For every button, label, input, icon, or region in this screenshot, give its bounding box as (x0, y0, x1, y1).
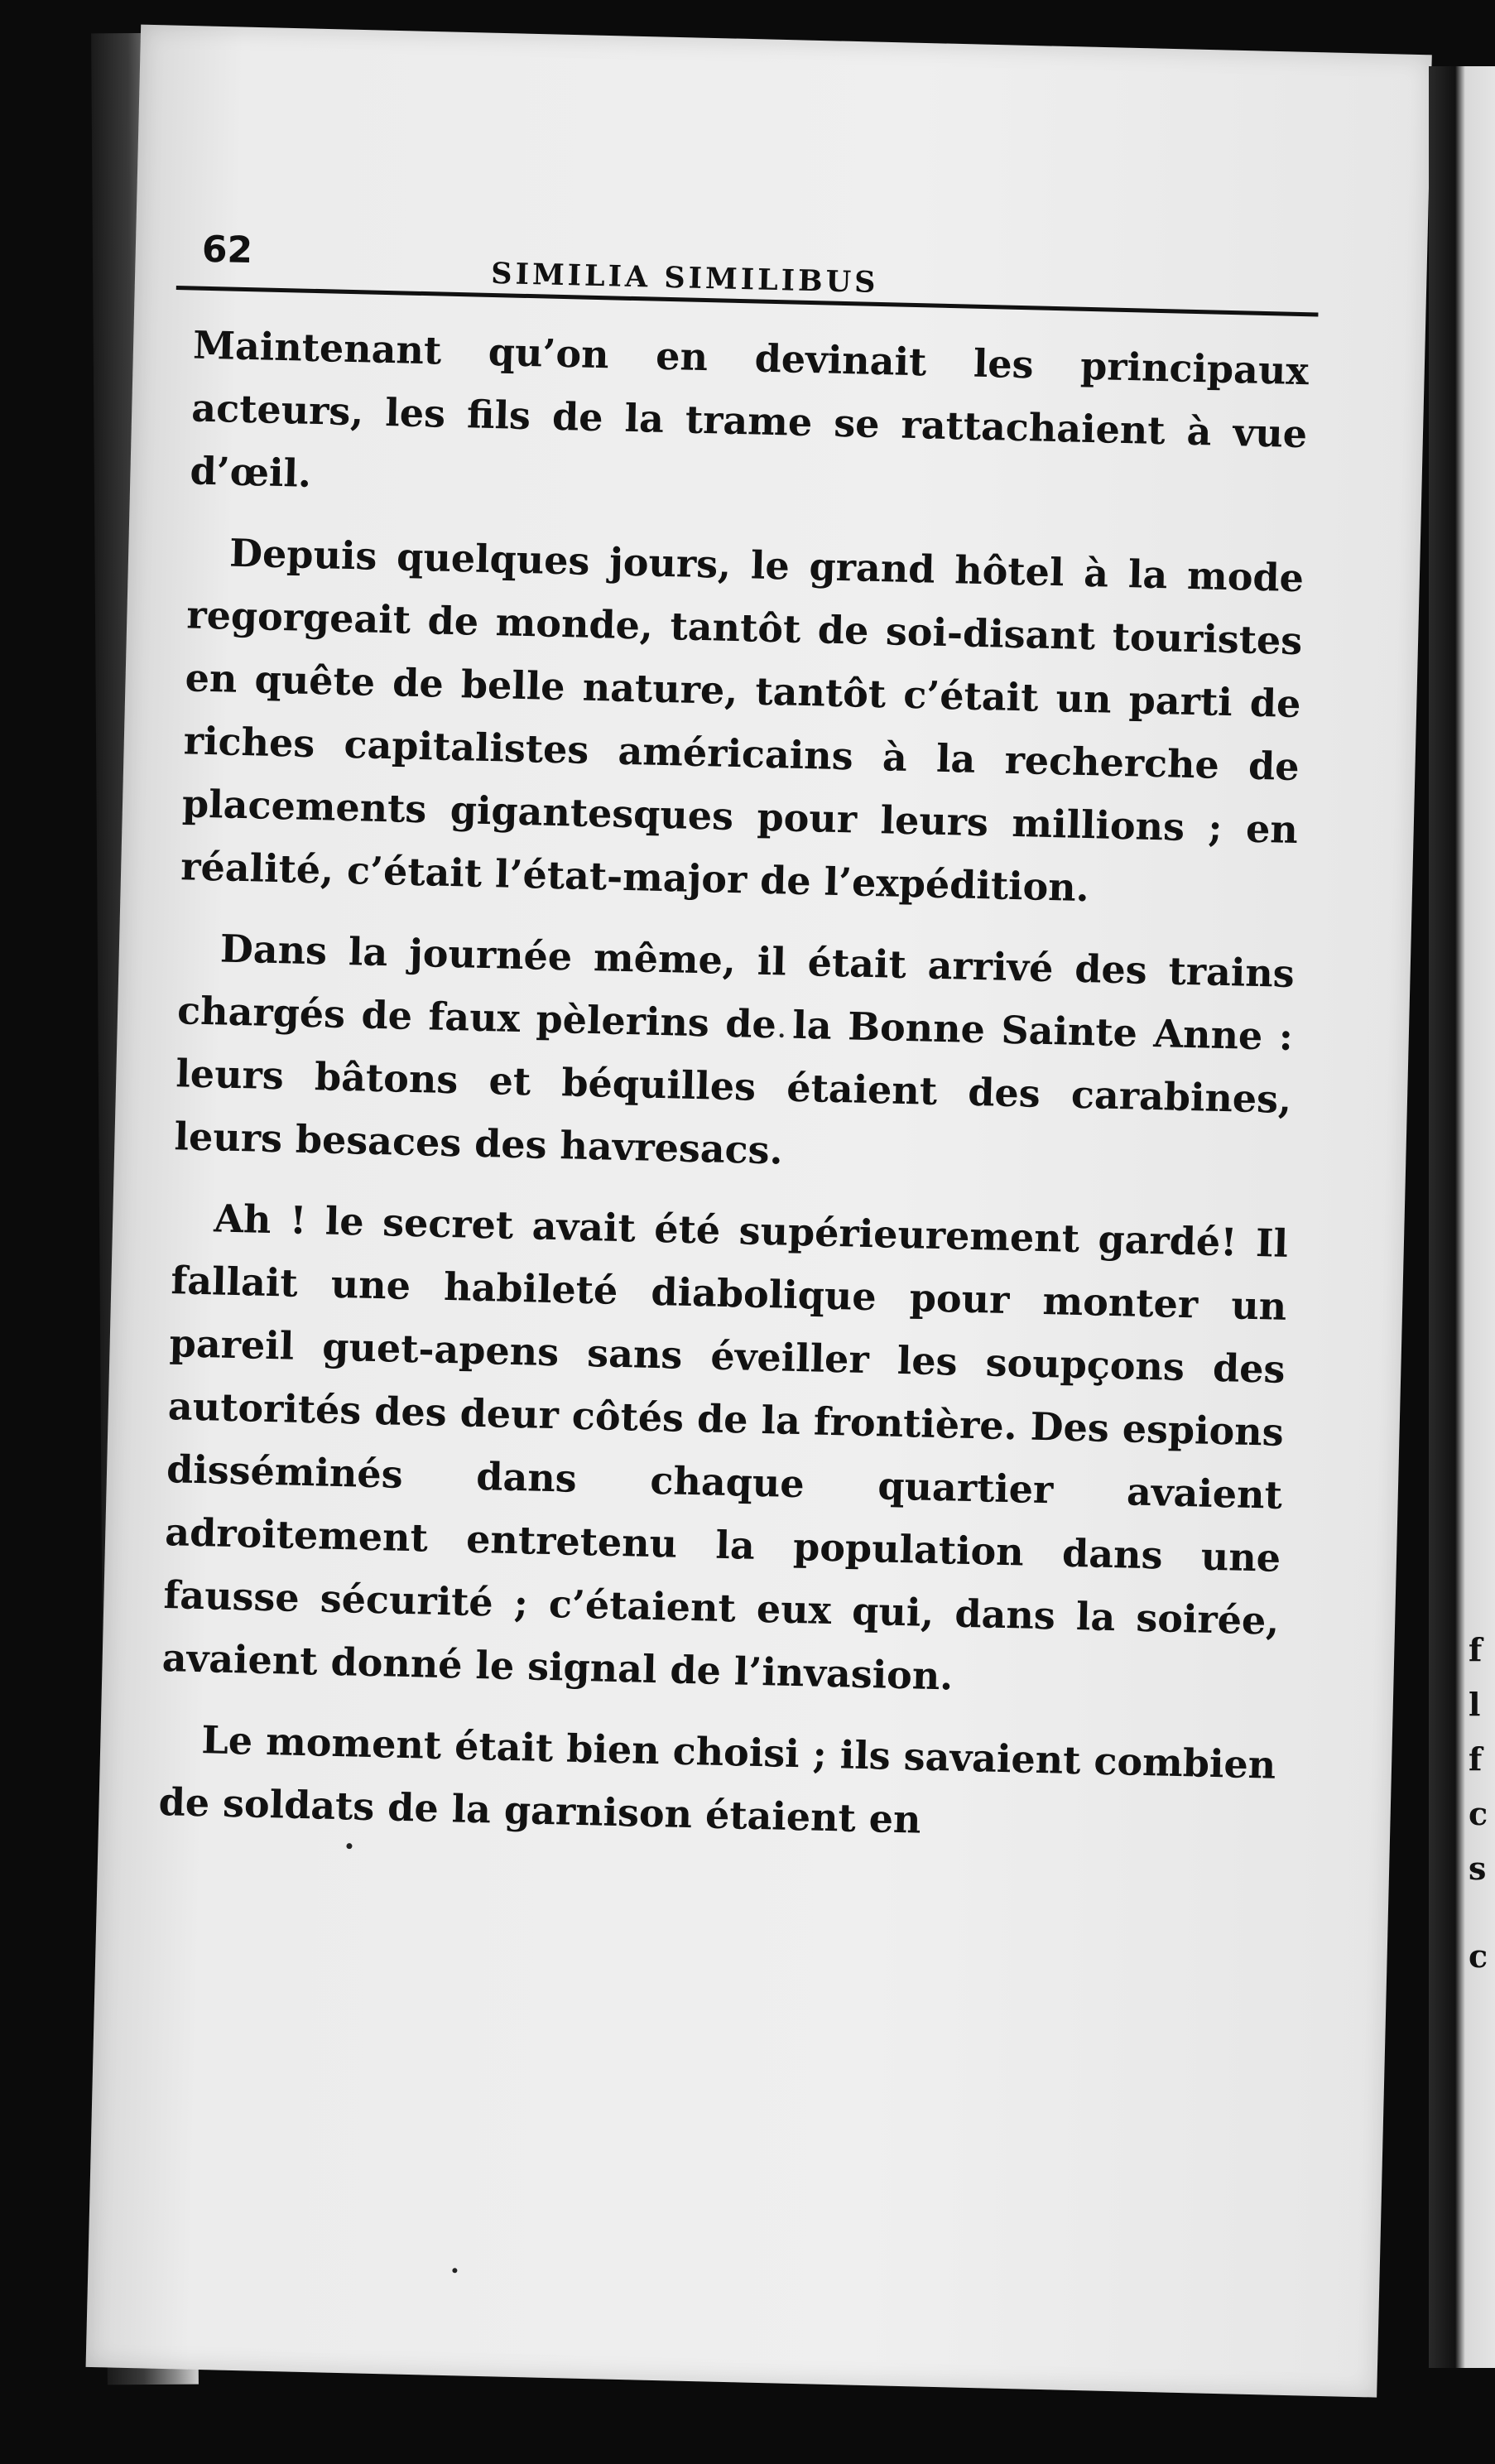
paragraph: Le moment était bien choisi ; ils savaient combien de soldats de la garnison étaient en (158, 1717, 1276, 1842)
next-page-letter: s (1469, 1850, 1487, 1887)
next-page-letter: c (1469, 1795, 1488, 1832)
page-number: 62 (201, 228, 253, 272)
ink-speck (452, 2268, 457, 2273)
next-page-letter: l (1469, 1686, 1481, 1723)
next-page-edge (1429, 66, 1495, 2368)
next-page-text-fragments (1469, 1623, 1493, 1984)
paragraph: Ah ! le secret avait été supérieurement gardé! Il fallait une habileté diabolique pour monter un pareil guet-apens sans éveiller les soupçons des autorités des deur côtés de la frontière. Des espions disséminés dans chaque quartier avaient adroitement entretenu la population dans une fausse sécurité ; c’étaient eux qui, dans la soirée, avaient donné le signal de l’invasion. (161, 1196, 1289, 1699)
paragraph: Dans la journée même, il était arrivé des trains chargés de faux pèlerins de la Bonne Sainte Anne : leurs bâtons et béquilles étaient des carabines, leurs besaces des havresacs. (174, 926, 1296, 1173)
paragraph: Maintenant qu’on en devinait les principaux acteurs, les fils de la trame se rattachaient à vue d’œil. (189, 322, 1310, 496)
next-page-letter: f (1469, 1740, 1483, 1778)
paragraph: Depuis quelques jours, le grand hôtel à la mode regorgeait de monde, tantôt de soi-disant touristes en quête de belle nature, tantôt c’était un parti de riches capitalistes américains à la recherche de placements gigantesques pour leurs millions ; en réalité, c’était l’état-major de l’expédition. (180, 530, 1305, 911)
next-page-letter: c (1469, 1937, 1488, 1975)
next-page-letter: f (1469, 1631, 1483, 1668)
body-text (140, 313, 1318, 1860)
page-content (139, 211, 1320, 1878)
running-title: SIMILIA SIMILIBUS (490, 256, 879, 300)
